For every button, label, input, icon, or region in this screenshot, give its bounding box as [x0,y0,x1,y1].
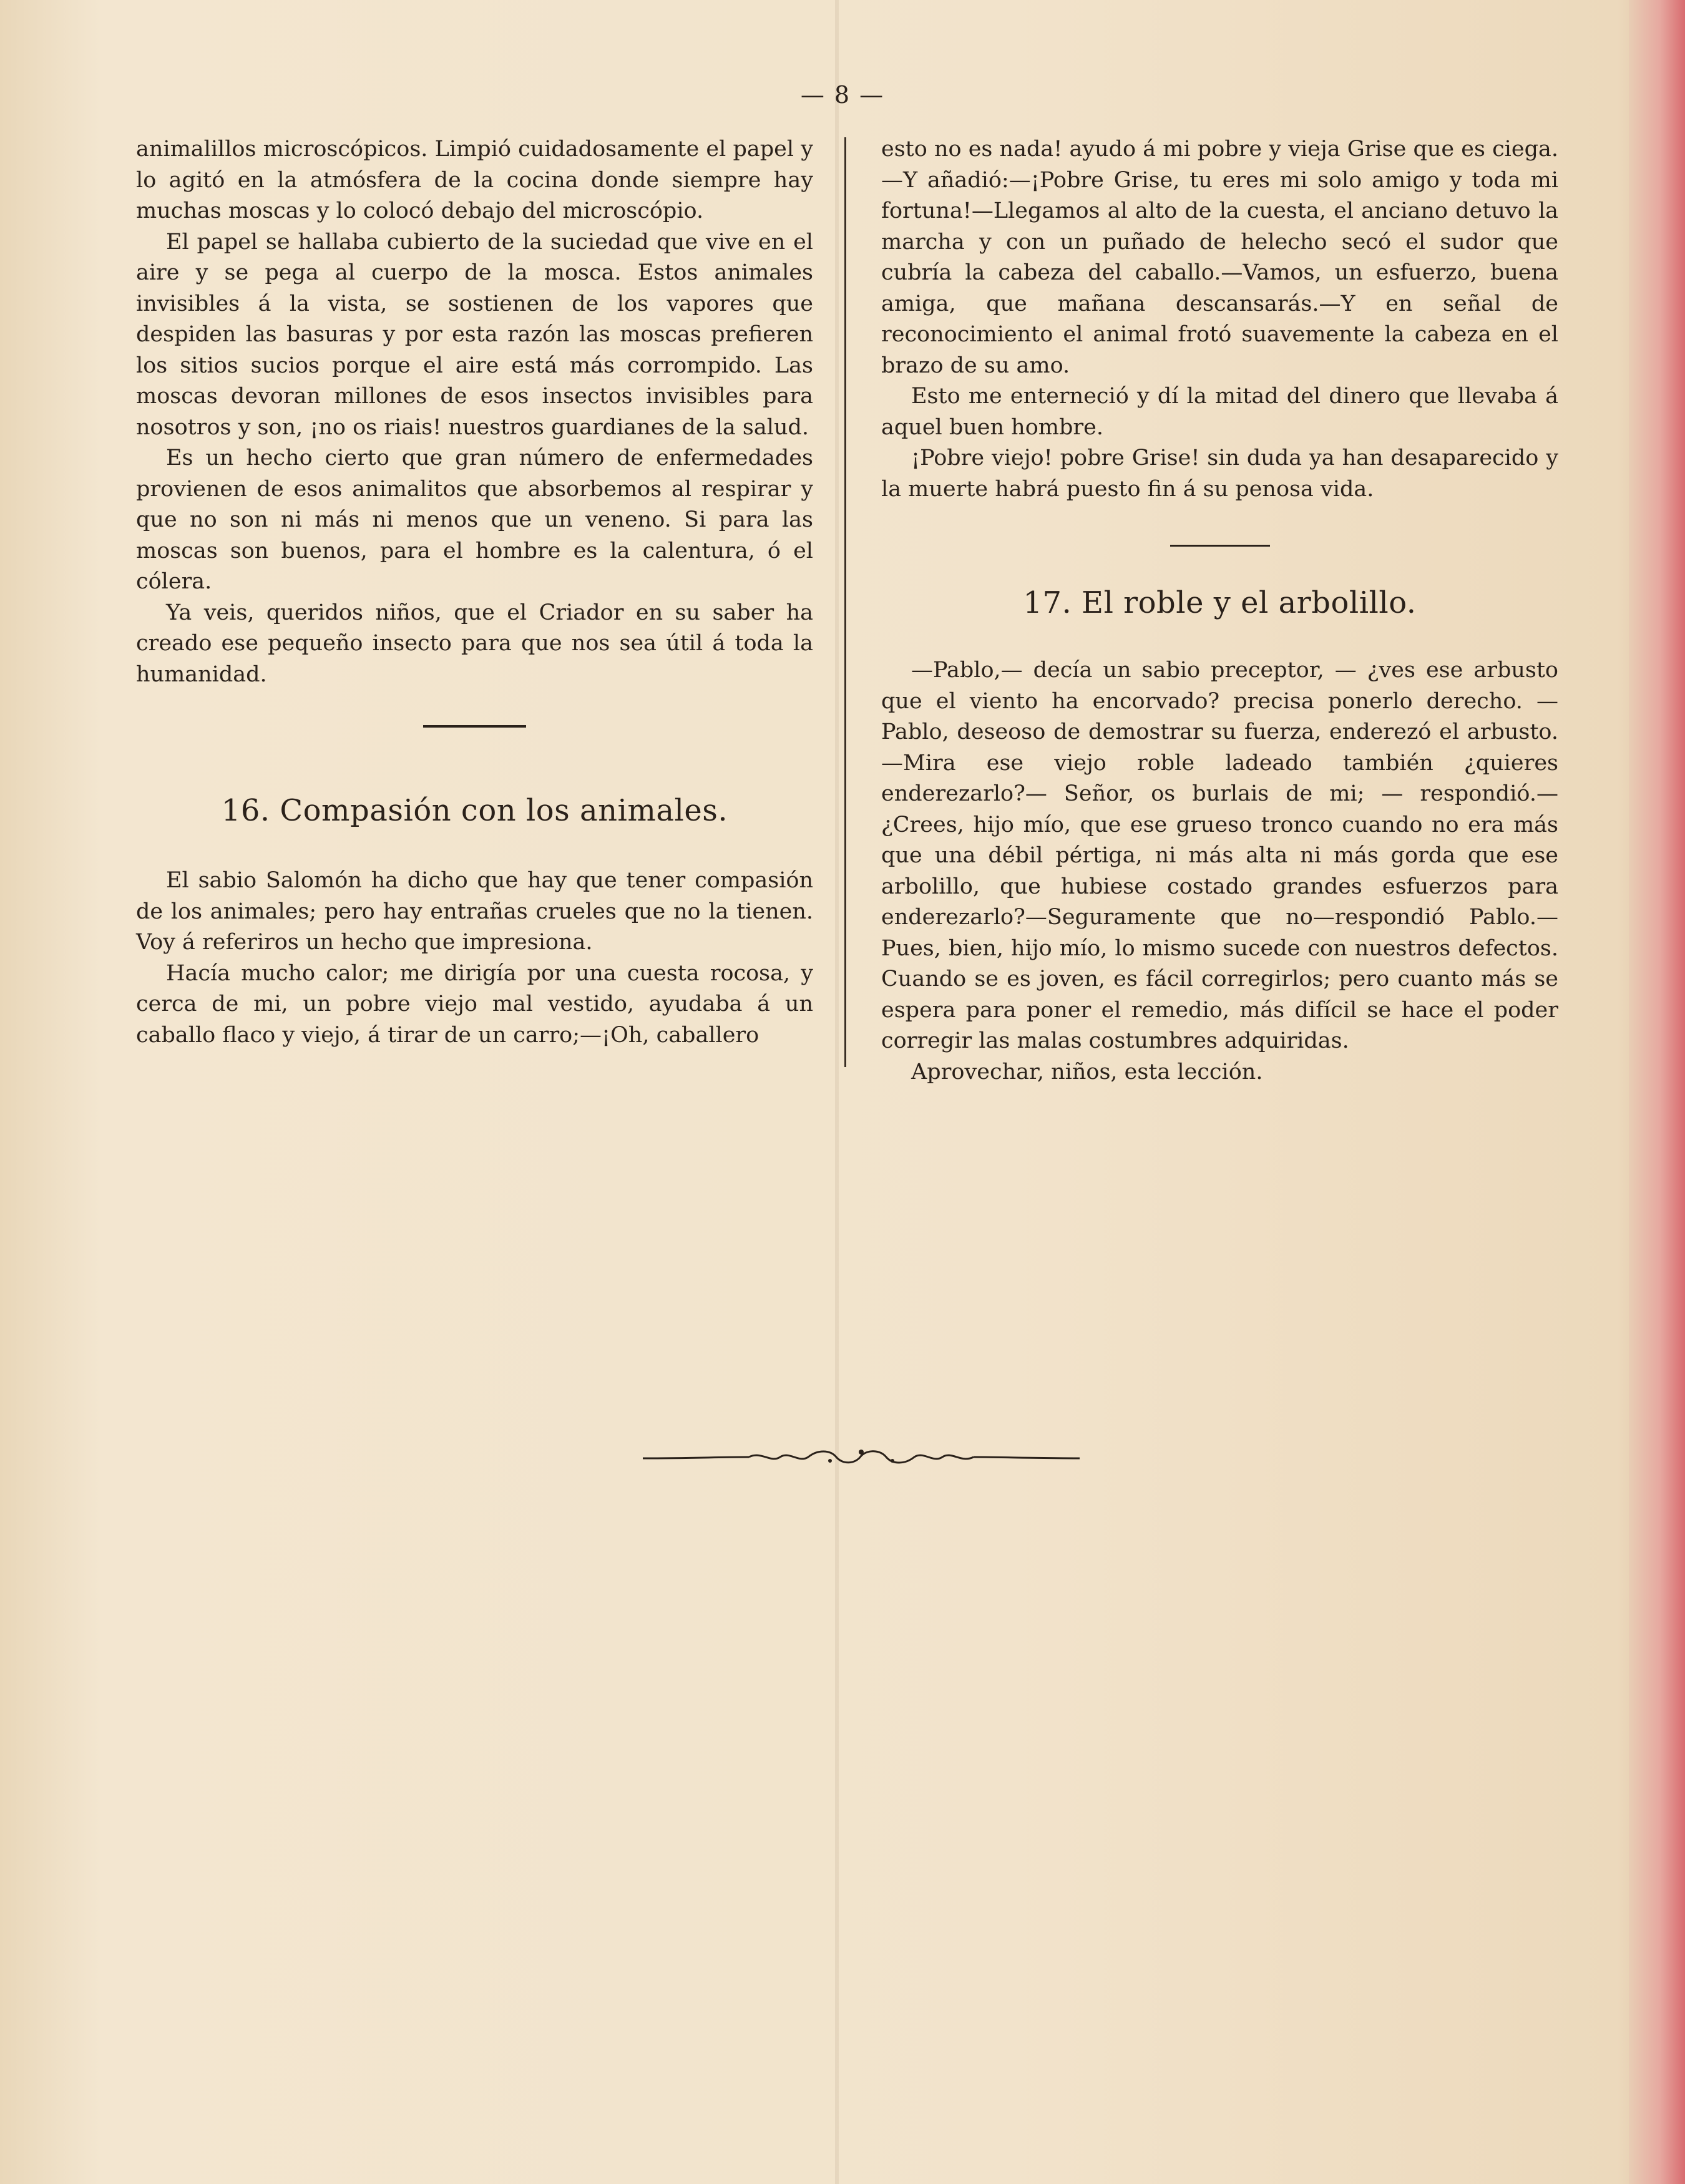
section-title: 16. Compasión con los animales. [221,793,728,828]
paragraph: Hacía mucho calor; me dirigía por una cuesta rocosa, y cerca de mi, un pobre viejo mal vestido, ayudaba á un caballo flaco y viejo, á tirar de un carro;—¡Oh, caballero [136,960,813,1048]
section-title: 17. El roble y el arbolillo. [1023,585,1417,620]
paragraph: esto no es nada! ayudo á mi pobre y vieja Grise que es ciega.—Y añadió:—¡Pobre Grise, tu eres mi solo amigo y toda mi fortuna!—Llegamos al alto de la cuesta, el anciano detuvo la marcha y con un puñado de helecho secó el sudor que cubría la cabeza del caballo.—Vamos, un esfuerzo, buena amiga, que mañana descansarás.—Y en señal de reconocimiento el animal frotó suavemente la cabeza en el brazo de su amo. [881,137,1558,378]
paragraph: ¡Pobre viejo! pobre Grise! sin duda ya han desaparecido y la muerte habrá puesto fin á su penosa vida. [881,446,1558,502]
paragraph: —Pablo,— decía un sabio preceptor, — ¿ves ese arbusto que el viento ha encorvado? precisa ponerlo derecho. —Pablo, deseoso de demostrar su fuerza, enderezó el arbusto.—Mira ese viejo roble ladeado también ¿quieres enderezarlo?— Señor, os burlais de mi; — respondió.— ¿Crees, hijo mío, que ese grueso tronco cuando no era más que una débil pértiga, ni más alta ni más gorda que ese arbolillo, que hubiese costado grandes esfuerzos para enderezarlo?—Seguramente que no—respondió Pablo.— Pues, bien, hijo mío, lo mismo sucede con nuestros defectos. Cuando se es joven, es fácil corregirlos; pero cuanto más se espera para poner el remedio, más difícil se hace el poder corregir las malas costumbres adquiridas. [881,658,1558,1053]
paragraph: Ya veis, queridos niños, que el Criador en su saber ha creado ese pequeño insecto para que nos sea útil á toda la humanidad. [136,600,813,687]
paragraph: animalillos microscópicos. Limpió cuidadosamente el papel y lo agitó en la atmósfera de la cocina donde siempre hay muchas moscas y lo colocó debajo del microscópio. [136,137,813,223]
paragraph: Aprovechar, niños, esta lección. [911,1059,1263,1085]
section-divider [423,725,526,728]
section-divider [1170,545,1270,547]
page-fold [835,0,839,2184]
paragraph: Esto me enterneció y dí la mitad del dinero que llevaba á aquel buen hombre. [881,384,1558,440]
column-rule [844,137,846,1067]
paragraph: El papel se hallaba cubierto de la suciedad que vive en el aire y se pega al cuerpo de la mosca. Estos animales invisibles á la vista, se sostienen de los vapores que despiden las basuras y por esta razón las moscas prefieren los sitios sucios porque el aire está más corrompido. Las moscas devoran millones de esos insectos invisibles para nosotros y son, ¡no os riais! nuestros guardianes de la salud. [136,229,813,440]
paragraph: Es un hecho cierto que gran número de enfermedades provienen de esos animalitos que absorbemos al respirar y que no son ni más ni menos que un veneno. Si para las moscas son buenos, para el hombre es la calentura, ó el cólera. [136,446,813,594]
binding-edge [1629,0,1685,2184]
ornamental-divider [643,1445,1080,1470]
right-column [881,134,1558,1088]
left-column [136,134,813,1051]
page-number: — 8 — [800,81,885,109]
paragraph: El sabio Salomón ha dicho que hay que tener compasión de los animales; pero hay entrañas crueles que no la tienen. Voy á referiros un hecho que impresiona. [136,868,813,955]
